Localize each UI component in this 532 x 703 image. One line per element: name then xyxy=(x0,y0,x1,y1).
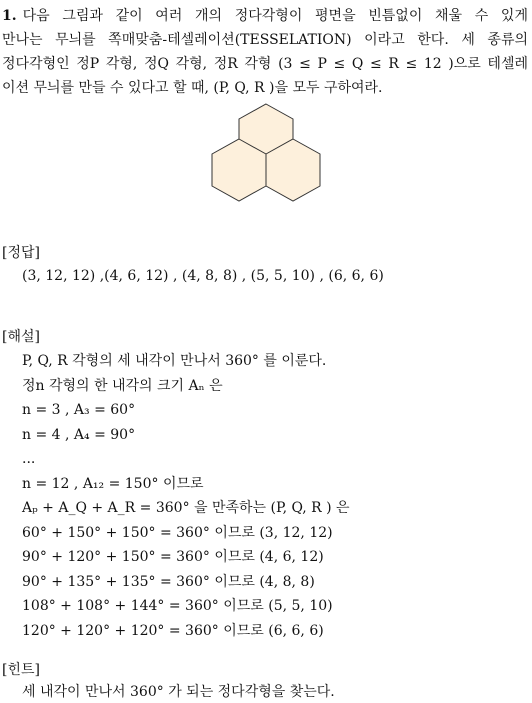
solution-line: 60° + 150° + 150° = 360° 이므로 (3, 12, 12) xyxy=(22,524,333,541)
solution-label: [해설] xyxy=(2,329,40,345)
solution-line: 정n 각형의 한 내각의 크기 Aₙ 은 xyxy=(22,377,223,394)
solution-line: n = 12 , A₁₂ = 150° 이므로 xyxy=(22,475,204,492)
answer-text: (3, 12, 12) ,(4, 6, 12) , (4, 8, 8) , (5, 5, 10) , (6, 6, 6) xyxy=(22,268,384,284)
solution-line: 108° + 108° + 144° = 360° 이므로 (5, 5, 10) xyxy=(22,598,333,614)
problem-line-1 xyxy=(2,4,528,28)
solution-line: 120° + 120° + 120° = 360° 이므로 (6, 6, 6) xyxy=(22,622,324,639)
problem-statement xyxy=(2,4,528,100)
solution-line: ... xyxy=(22,451,36,467)
problem-number: 1. xyxy=(2,8,17,24)
answer-label: [정답] xyxy=(2,245,40,261)
solution-line: n = 4 , A₄ = 90° xyxy=(22,426,136,443)
solution-line: n = 3 , A₃ = 60° xyxy=(22,402,136,418)
problem-line-3: 정다각형인 정P 각형, 정Q 각형, 정R 각형 (3 ≤ P ≤ Q ≤ R ≤ 12 )으로 테셀레 xyxy=(2,56,528,72)
solution-line: P, Q, R 각형의 세 내각이 만나서 360° 를 이룬다. xyxy=(22,353,327,369)
problem-line-2: 만나는 무늬를 쪽매맞춤-테셀레이션(TESSELATION) 이라고 한다. 세 종류의 xyxy=(2,32,528,48)
solution-line: 90° + 120° + 150° = 360° 이므로 (4, 6, 12) xyxy=(22,549,324,565)
problem-line-4: 이션 무늬를 만들 수 있다고 할 때, (P, Q, R )을 모두 구하여라. xyxy=(2,80,383,96)
solution-line: Aₚ + A_Q + A_R = 360° 을 만족하는 (P, Q, R ) 은 xyxy=(22,500,350,516)
solution-line: 90° + 135° + 135° = 360° 이므로 (4, 8, 8) xyxy=(22,573,315,590)
hint-label: [힌트] xyxy=(2,662,40,678)
hexagon-tessellation-figure xyxy=(210,102,322,202)
solution-body xyxy=(22,349,350,643)
problem-text-1: 다음 그림과 같이 여러 개의 정다각형이 평면을 빈틈없이 채울 수 있게 xyxy=(22,8,528,24)
hint-text: 세 내각이 만나서 360° 가 되는 정다각형을 찾는다. xyxy=(22,684,335,700)
